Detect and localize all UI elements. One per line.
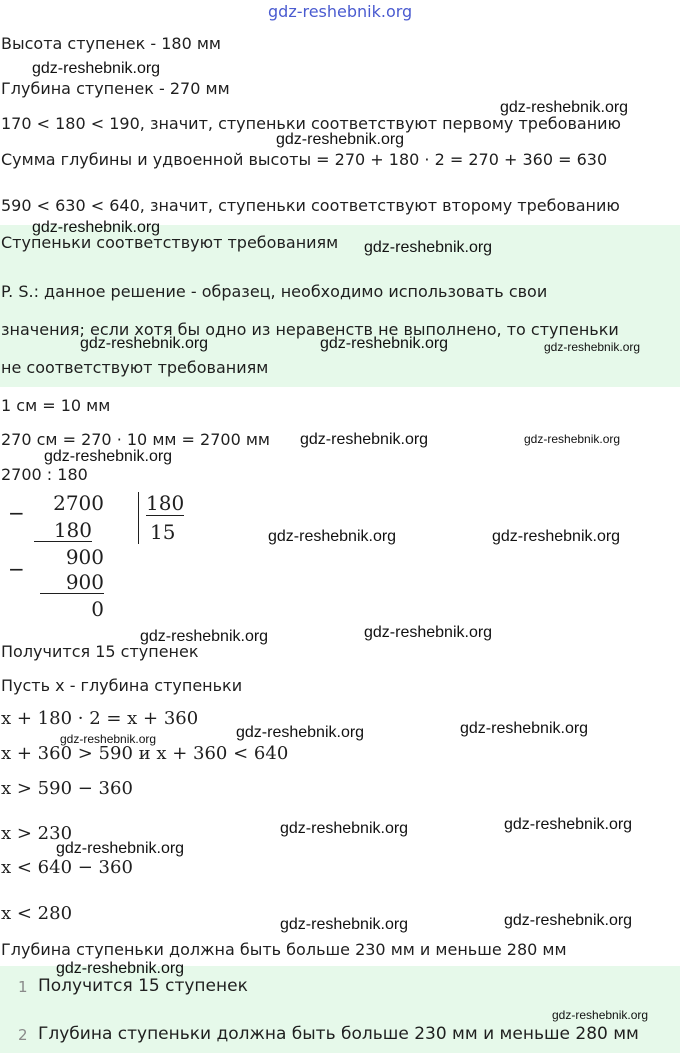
watermark: gdz-reshebnik.org bbox=[504, 816, 633, 833]
inequality-line-1: x > 590 − 360 bbox=[1, 778, 133, 799]
variable-line: Пусть x - глубина ступеньки bbox=[1, 676, 243, 695]
minus-sign: − bbox=[8, 557, 25, 581]
watermark: gdz-reshebnik.org bbox=[268, 528, 397, 545]
inequality-system-line: x + 360 > 590 и x + 360 < 640 bbox=[1, 743, 289, 764]
watermark: gdz-reshebnik.org bbox=[552, 1008, 649, 1022]
watermark: gdz-reshebnik.org bbox=[80, 335, 209, 352]
watermark: gdz-reshebnik.org bbox=[44, 448, 173, 465]
divisor: 180 bbox=[146, 491, 185, 515]
conversion-line: 270 см = 270 · 10 мм = 2700 мм bbox=[1, 430, 270, 449]
watermark: gdz-reshebnik.org bbox=[364, 624, 493, 641]
dividend: 2700 bbox=[53, 491, 104, 515]
unit-line: 1 см = 10 мм bbox=[1, 396, 111, 415]
watermark: gdz-reshebnik.org bbox=[500, 99, 629, 116]
watermark: gdz-reshebnik.org bbox=[320, 335, 449, 352]
watermark: gdz-reshebnik.org bbox=[32, 60, 161, 77]
subtrahend-2: 900 bbox=[40, 571, 104, 594]
depth-range-line: Глубина ступеньки должна быть больше 230 мм и меньше 280 мм bbox=[1, 940, 567, 959]
watermark: gdz-reshebnik.org bbox=[140, 628, 269, 645]
second-requirement-line: 590 < 630 < 640, значит, ступеньки соответствуют второму требованию bbox=[1, 196, 620, 215]
ps-line-1: P. S.: данное решение - образец, необходимо использовать свои bbox=[1, 282, 548, 301]
watermark: gdz-reshebnik.org bbox=[504, 912, 633, 929]
division-expression: 2700 : 180 bbox=[1, 465, 88, 484]
ps-line-2: значения; если хотя бы одно из неравенств не выполнено, то ступеньки bbox=[1, 320, 619, 339]
watermark: gdz-reshebnik.org bbox=[236, 724, 365, 741]
watermark: gdz-reshebnik.org bbox=[56, 840, 185, 857]
watermark: gdz-reshebnik.org bbox=[524, 432, 621, 446]
watermark: gdz-reshebnik.org bbox=[280, 916, 409, 933]
conclusion-line: Ступеньки соответствуют требованиям bbox=[1, 233, 339, 252]
quotient: 15 bbox=[150, 520, 176, 544]
watermark: gdz-reshebnik.org bbox=[544, 340, 641, 354]
answer-index: 1 bbox=[18, 978, 28, 996]
watermark: gdz-reshebnik.org bbox=[60, 732, 157, 746]
watermark: gdz-reshebnik.org bbox=[56, 960, 185, 977]
expression-line: x + 180 · 2 = x + 360 bbox=[1, 708, 199, 729]
sum-line: Сумма глубины и удвоенной высоты = 270 + 180 · 2 = 270 + 360 = 630 bbox=[1, 150, 608, 169]
inequality-line-2: x > 230 bbox=[1, 823, 73, 844]
watermark: gdz-reshebnik.org bbox=[364, 239, 493, 256]
answer-index: 2 bbox=[18, 1026, 28, 1044]
inequality-line-4: x < 280 bbox=[1, 903, 73, 924]
minus-sign: − bbox=[8, 501, 25, 525]
watermark: gdz-reshebnik.org bbox=[276, 131, 405, 148]
steps-count-line: Получится 15 ступенек bbox=[1, 642, 199, 661]
height-line: Высота ступенек - 180 мм bbox=[1, 34, 221, 53]
watermark: gdz-reshebnik.org bbox=[460, 720, 589, 737]
watermark: gdz-reshebnik.org bbox=[280, 820, 409, 837]
watermark: gdz-reshebnik.org bbox=[492, 528, 621, 545]
watermark: gdz-reshebnik.org bbox=[300, 431, 429, 448]
remainder-1: 900 bbox=[65, 545, 104, 569]
ps-line-3: не соответствуют требованиям bbox=[1, 358, 269, 377]
depth-line: Глубина ступенек - 270 мм bbox=[1, 79, 230, 98]
answer-text: Получится 15 ступенек bbox=[38, 976, 248, 996]
watermark: gdz-reshebnik.org bbox=[32, 219, 161, 236]
remainder-2: 0 bbox=[91, 597, 104, 621]
inequality-line-3: x < 640 − 360 bbox=[1, 857, 133, 878]
subtrahend-1: 180 bbox=[34, 519, 92, 542]
watermark-top: gdz-reshebnik.org bbox=[268, 2, 413, 21]
answer-text: Глубина ступеньки должна быть больше 230 мм и меньше 280 мм bbox=[38, 1024, 639, 1044]
division-bracket bbox=[138, 492, 139, 544]
first-requirement-line: 170 < 180 < 190, значит, ступеньки соответствуют первому требованию bbox=[1, 114, 622, 133]
